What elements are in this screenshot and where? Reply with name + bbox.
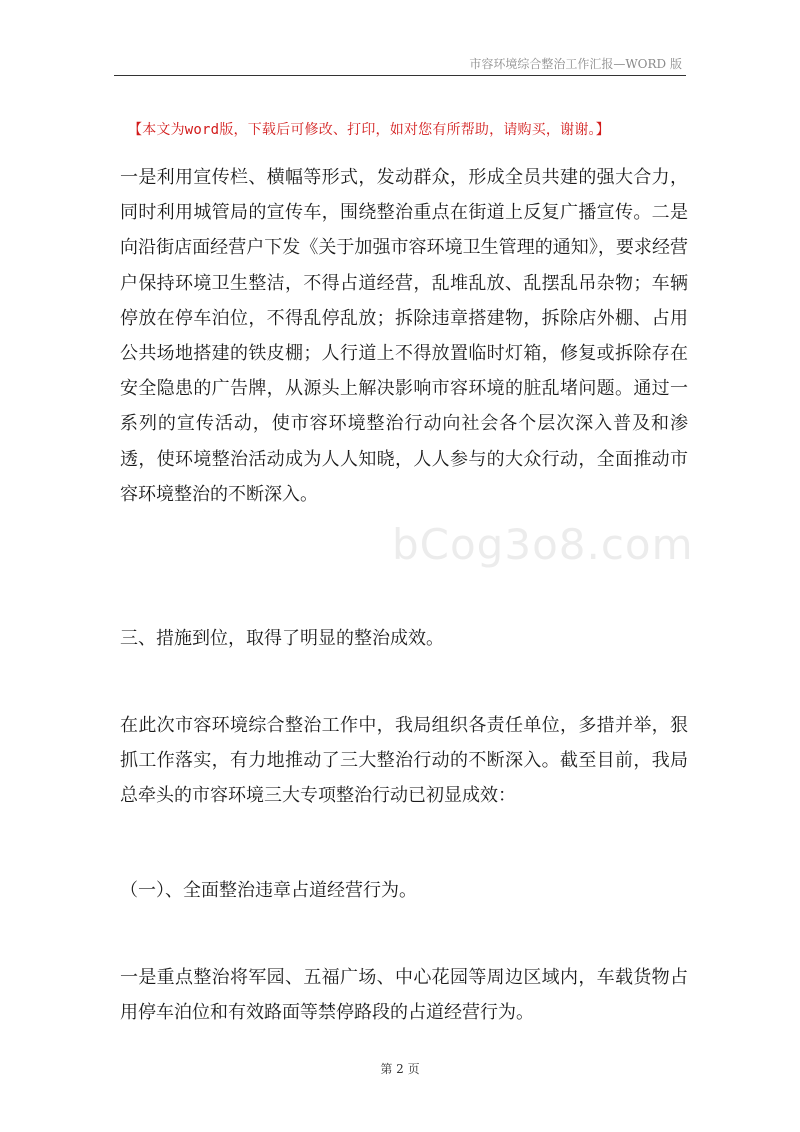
body-paragraph-2: 在此次市容环境综合整治工作中，我局组织各责任单位，多措并举，狠抓工作落实，有力地推动了三大整治行动的不断深入。截至目前，我局总牵头的市容环境三大专项整治行动已初显成效： bbox=[120, 715, 688, 807]
section-heading-3: 三、措施到位，取得了明显的整治成效。 bbox=[120, 628, 444, 649]
header-divider bbox=[114, 75, 686, 76]
body-paragraph-1: 一是利用宣传栏、横幅等形式，发动群众，形成全员共建的强大合力，同时利用城管局的宣传车，围绕整治重点在街道上反复广播宣传。二是向沿街店面经营户下发《关于加强市容环境卫生管理的通知》，要求经营户保持环境卫生整洁，不得占道经营，乱堆乱放、乱摆乱吊杂物；车辆停放在停车泊位，不得乱停乱放；拆除违章搭建物，拆除店外棚、占用公共场地搭建的铁皮棚；人行道上不得放置临时灯箱，修复或拆除存在安全隐患的广告牌，从源头上解决影响市容环境的脏乱堵问题。通过一系列的宣传活动，使市容环境整治行动向社会各个层次深入普及和渗透，使环境整治活动成为人人知晓，人人参与的大众行动，全面推动市容环境整治的不断深入。 bbox=[120, 167, 688, 505]
download-notice: 【本文为word版，下载后可修改、打印，如对您有所帮助，请购买，谢谢。】 bbox=[128, 122, 610, 138]
document-header-title: 市容环境综合整治工作汇报—WORD 版 bbox=[469, 57, 682, 71]
page-number: 第 2 页 bbox=[380, 1062, 420, 1076]
body-paragraph-3: 一是重点整治将军园、五福广场、中心花园等周边区域内，车载货物占用停车泊位和有效路面等禁停路段的占道经营行为。 bbox=[120, 967, 688, 1024]
watermark-text: bCog3o8.com bbox=[392, 520, 694, 569]
subsection-heading-1: （一）、全面整治违章占道经营行为。 bbox=[120, 880, 417, 901]
